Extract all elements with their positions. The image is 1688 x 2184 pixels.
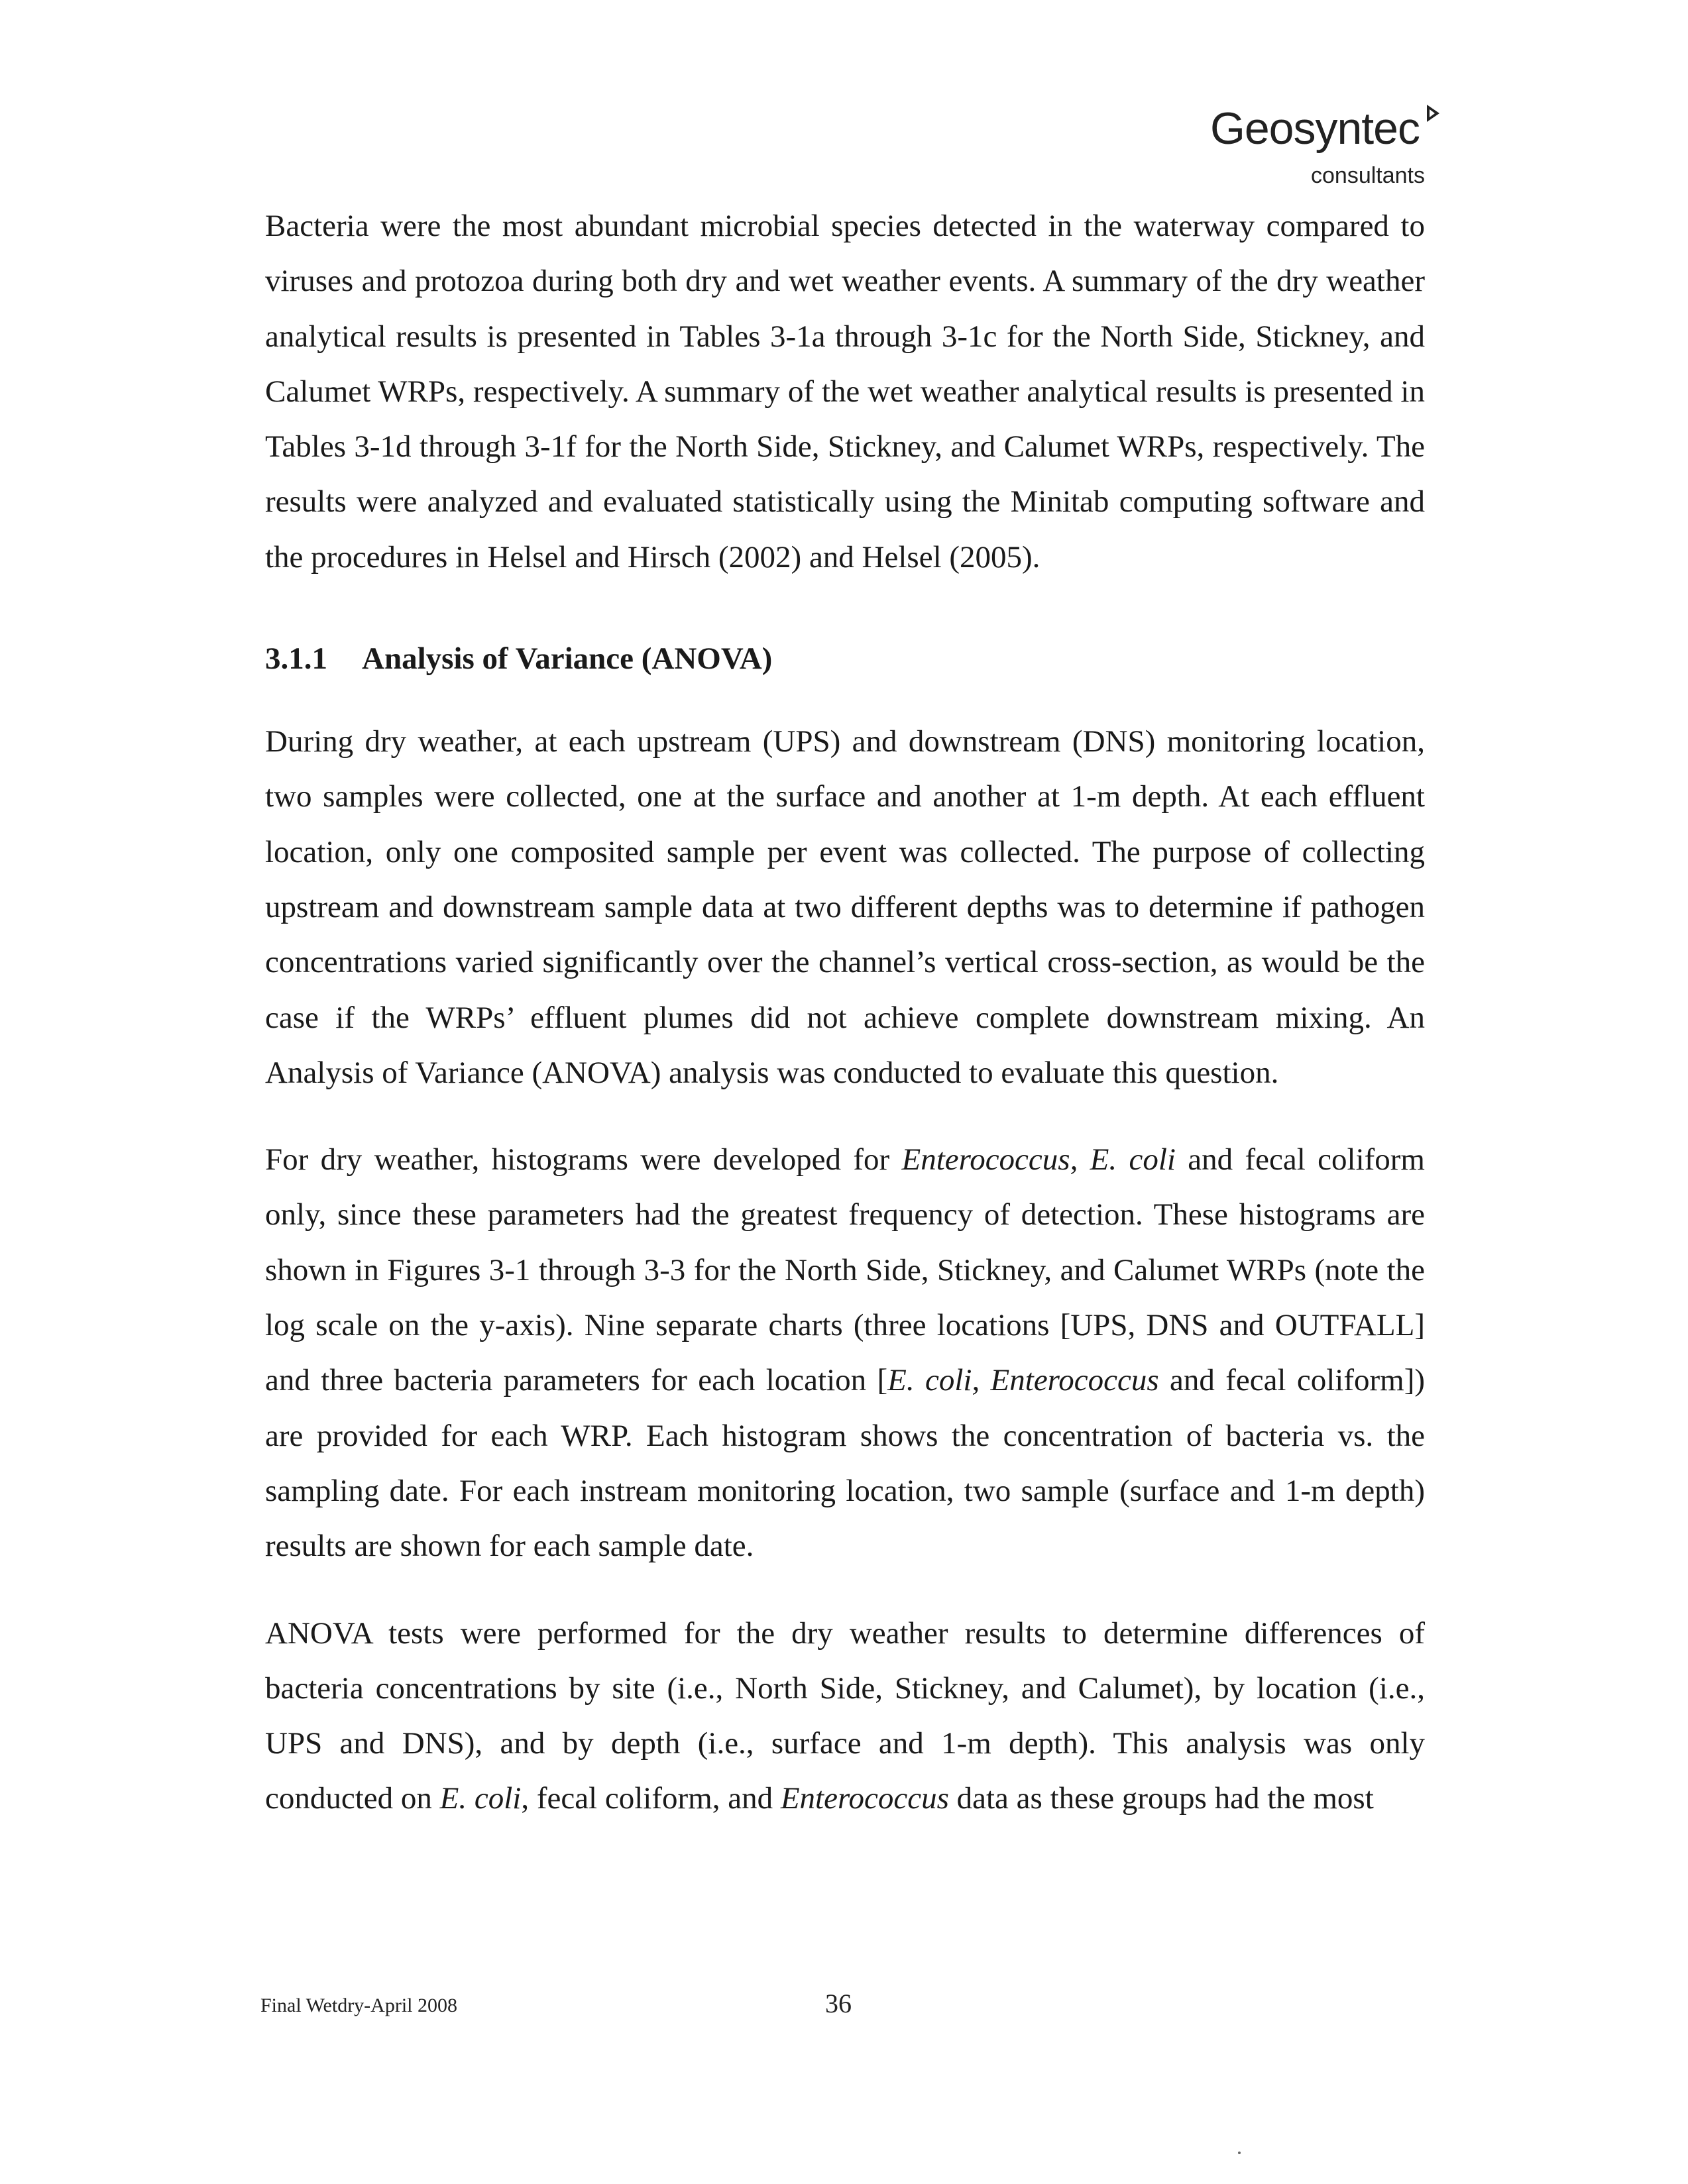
logo-triangle-icon [1427,105,1439,122]
paragraph-4-text: , fecal coliform, and [521,1781,781,1816]
paragraph-4-italic: Enterococcus [780,1781,949,1816]
paragraph-2: During dry weather, at each upstream (UPS) and downstream (DNS) monitoring location, two samples were collected, one at the surface and another at 1-m depth. At each effluent location, only one composited sample per event was collected. The purpose of collecting upstream and downstream sample data at two different depths was to determine if pathogen concentrations varied significantly over the channel’s vertical cross-section, as would be the case if the WRPs’ effluent plumes did not achieve complete downstream mixing. An Analysis of Variance (ANOVA) analysis was conducted to evaluate this question. [265,724,1425,1090]
paragraph-4-italic: E. coli [439,1781,522,1816]
paragraph-4 [265,1606,1425,1827]
logo-subtitle: consultants [1311,163,1425,188]
section-heading [265,631,1425,686]
scan-speck [1238,2152,1241,2154]
footer-document-label: Final Wetdry-April 2008 [260,1994,457,2016]
paragraph-4-text: data as these groups had the most [948,1781,1374,1816]
page-number: 36 [825,1989,852,2018]
paragraph-3-text: and fecal coliform only, since these parameters had the greatest frequency of detection. These histograms are shown in Figures 3-1 through 3-3 for the North Side, Stickney, and Calumet WRPs (note the log scale on the y-axis). Nine separate charts (three locations [UPS, DNS and OUTFALL] and three bacteria parameters for each location [ [265,1142,1425,1398]
paragraph-3-text: For dry weather, histograms were developed for [265,1142,902,1177]
section-number: 3.1.1 [265,641,327,677]
paragraph-3-italic: E. coli, Enterococcus [887,1363,1159,1398]
paragraph-3-italic: Enterococcus, E. coli [901,1142,1176,1177]
section-title: Analysis of Variance (ANOVA) [362,641,773,677]
paragraph-3 [265,1132,1425,1574]
company-logo [1210,103,1425,189]
paragraph-3-text: and fecal coliform]) are provided for each WRP. Each histogram shows the concentration of bacteria vs. the sampling date. For each instream monitoring location, two sample (surface and 1-m depth) results are shown for each sample date. [265,1363,1425,1564]
paragraph-1: Bacteria were the most abundant microbial species detected in the waterway compared to viruses and protozoa during both dry and wet weather events. A summary of the dry weather analytical results is presented in Tables 3-1a through 3-1c for the North Side, Stickney, and Calumet WRPs, respectively. A summary of the wet weather analytical results is presented in Tables 3-1d through 3-1f for the North Side, Stickney, and Calumet WRPs, respectively. The results were analyzed and evaluated statistically using the Minitab computing software and the procedures in Helsel and Hirsch (2002) and Helsel (2005). [265,209,1425,574]
body-text [265,199,1425,1859]
paragraph-4-text: ANOVA tests were performed for the dry weather results to determine differences of bacteria concentrations by site (i.e., North Side, Stickney, and Calumet), by location (i.e., UPS and DNS), and by depth (i.e., surface and 1-m depth). This analysis was only conducted on [265,1615,1425,1816]
logo-name: Geosyntec [1210,103,1420,154]
